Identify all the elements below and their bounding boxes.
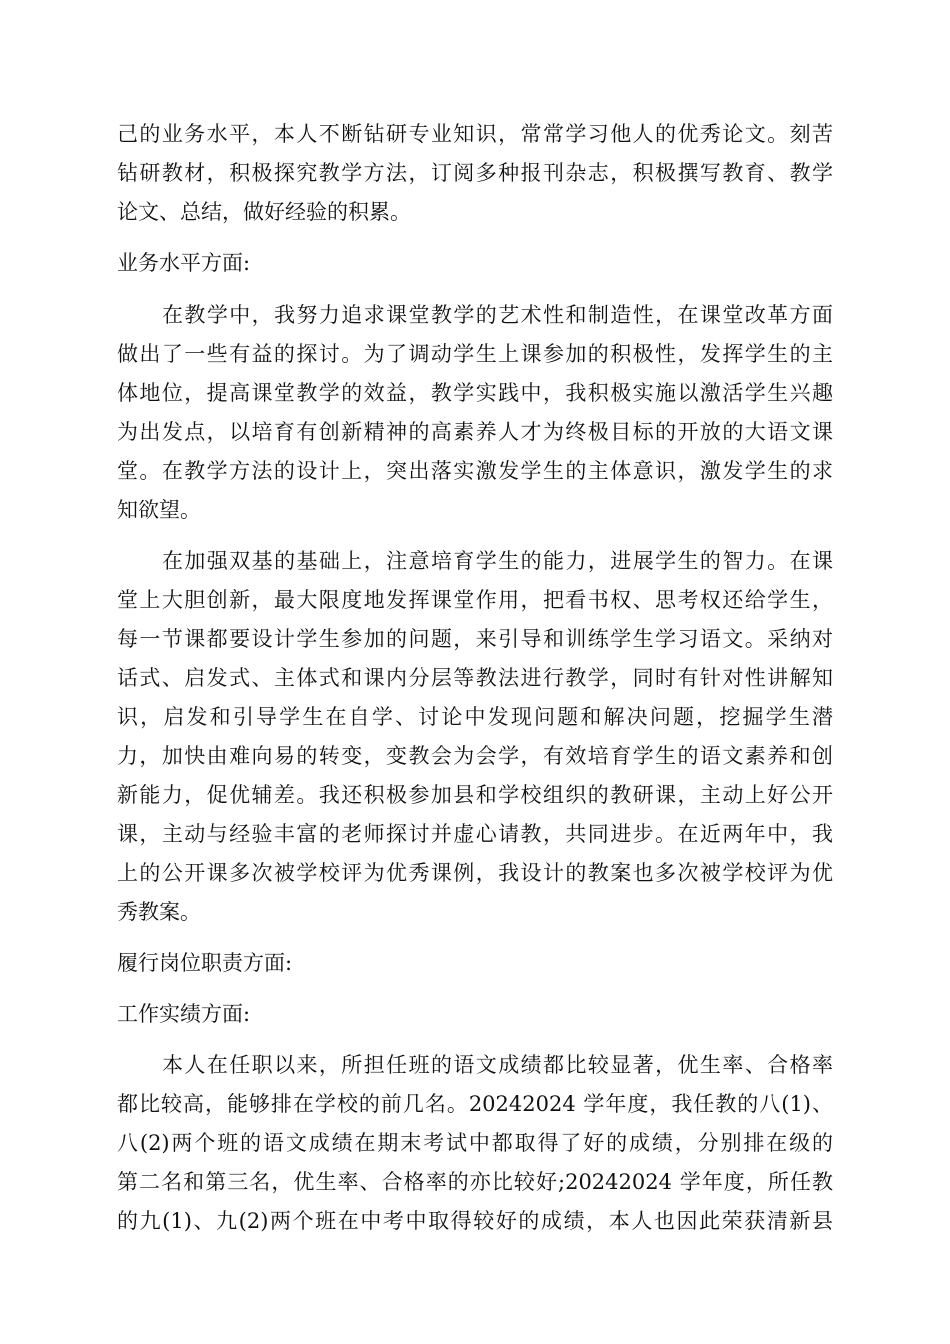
- text-line: 在教学中，我努力追求课堂教学的艺术性和制造性，在课堂改革方面: [162, 303, 833, 327]
- text-line: 知欲望。: [117, 498, 201, 522]
- text-line: 本人在任职以来，所担任班的语文成绩都比较显著，优生率、合格率: [162, 1053, 833, 1077]
- section-heading: 工作实绩方面:: [117, 1002, 251, 1026]
- text-line: 钻研教材，积极探究教学方法，订阅多种报刊杂志，积极撰写教育、教学: [117, 161, 833, 185]
- text-line: 话式、启发式、主体式和课内分层等教法进行教学，同时有针对性讲解知: [117, 666, 833, 690]
- text-line: 每一节课都要设计学生参加的问题，来引导和训练学生学习语文。采纳对: [117, 627, 833, 651]
- text-line: 堂上大胆创新，最大限度地发挥课堂作用，把看书权、思考权还给学生，: [117, 588, 833, 612]
- text-line: 的九(1)、九(2)两个班在中考中取得较好的成绩，本人也因此荣获清新县: [117, 1209, 833, 1233]
- text-line: 论文、总结，做好经验的积累。: [117, 200, 411, 224]
- text-line: 新能力，促优辅差。我还积极参加县和学校组织的教研课，主动上好公开: [117, 783, 833, 807]
- text-line: 己的业务水平，本人不断钻研专业知识，常常学习他人的优秀论文。刻苦: [117, 122, 833, 146]
- text-line: 都比较高，能够排在学校的前几名。20242024 学年度，我任教的八(1)、: [117, 1092, 833, 1116]
- text-line: 体地位，提高课堂教学的效益，教学实践中，我积极实施以激活学生兴趣: [117, 381, 833, 405]
- text-line: 课，主动与经验丰富的老师探讨并虚心请教，共同进步。在近两年中，我: [117, 822, 833, 846]
- text-line: 上的公开课多次被学校评为优秀课例，我设计的教案也多次被学校评为优: [117, 861, 833, 885]
- section-heading: 履行岗位职责方面:: [117, 951, 293, 975]
- section-heading: 业务水平方面:: [117, 251, 251, 275]
- text-line: 八(2)两个班的语文成绩在期末考试中都取得了好的成绩，分别排在级的: [117, 1131, 833, 1155]
- text-line: 在加强双基的基础上，注意培育学生的能力，进展学生的智力。在课: [162, 549, 833, 573]
- text-line: 堂。在教学方法的设计上，突出落实激发学生的主体意识，激发学生的求: [117, 459, 833, 483]
- text-line: 为出发点，以培育有创新精神的高素养人才为终极目标的开放的大语文课: [117, 420, 833, 444]
- text-line: 识，启发和引导学生在自学、讨论中发现问题和解决问题，挖掘学生潜: [117, 705, 833, 729]
- text-line: 做出了一些有益的探讨。为了调动学生上课参加的积极性，发挥学生的主: [117, 342, 833, 366]
- text-line: 第二名和第三名，优生率、合格率的亦比较好;20242024 学年度，所任教: [117, 1170, 833, 1194]
- text-line: 秀教案。: [117, 900, 201, 924]
- text-line: 力，加快由难向易的转变，变教会为会学，有效培育学生的语文素养和创: [117, 744, 833, 768]
